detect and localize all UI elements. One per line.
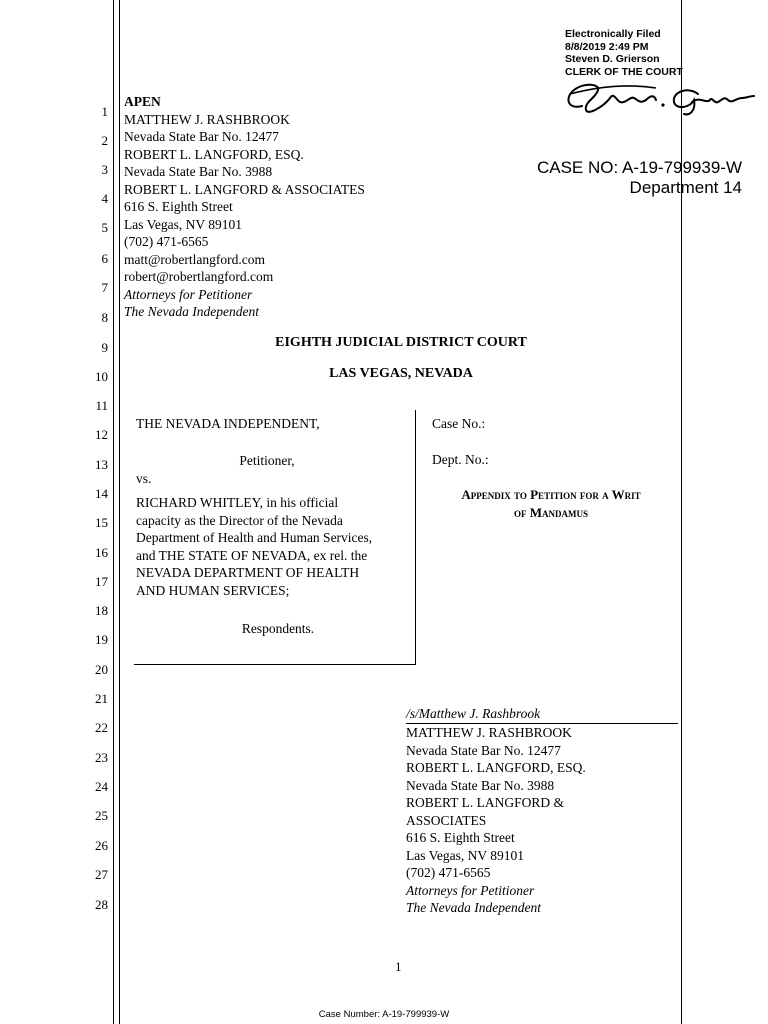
footer-case-number: Case Number: A-19-799939-W bbox=[318, 1009, 450, 1020]
department-number: Department 14 bbox=[629, 178, 742, 197]
line-number: 22 bbox=[95, 720, 108, 735]
line-number: 25 bbox=[95, 808, 108, 823]
signature-block-line: 616 S. Eighth Street bbox=[406, 830, 515, 845]
line-number: 10 bbox=[95, 369, 108, 384]
document-title-line: Appendix to Petition for a Writ bbox=[461, 487, 641, 502]
counsel-line: (702) 471-6565 bbox=[124, 234, 209, 249]
respondent-line: capacity as the Director of the Nevada bbox=[136, 512, 343, 528]
filing-stamp-clerk-name: Steven D. Grierson bbox=[565, 53, 660, 65]
line-number: 19 bbox=[95, 632, 108, 647]
line-number: 8 bbox=[101, 310, 108, 325]
signature-block-line: (702) 471-6565 bbox=[406, 865, 491, 880]
signature-block-line: MATTHEW J. RASHBROOK bbox=[406, 725, 572, 740]
line-number: 3 bbox=[101, 162, 108, 177]
line-number: 11 bbox=[95, 398, 108, 413]
case-number-header bbox=[537, 158, 742, 198]
counsel-line: 616 S. Eighth Street bbox=[124, 199, 233, 214]
respondent-description bbox=[136, 494, 372, 599]
counsel-line: MATTHEW J. RASHBROOK bbox=[124, 111, 290, 127]
respondent-line: Department of Health and Human Services, bbox=[136, 530, 373, 545]
signature-block bbox=[406, 724, 586, 917]
attorneys-for: Attorneys for Petitioner bbox=[124, 286, 253, 302]
case-no-label: Case No.: bbox=[432, 416, 486, 431]
counsel-line: Nevada State Bar No. 12477 bbox=[124, 129, 279, 144]
line-number: 6 bbox=[101, 251, 108, 266]
signature-block-line: Nevada State Bar No. 12477 bbox=[406, 742, 561, 758]
filing-stamp-line1: Electronically Filed bbox=[565, 28, 661, 40]
petitioner-label: Petitioner, bbox=[239, 453, 295, 468]
line-number: 28 bbox=[95, 897, 108, 912]
signature-block-line: ASSOCIATES bbox=[406, 812, 487, 828]
line-number: 27 bbox=[95, 867, 108, 882]
page-number: 1 bbox=[395, 959, 402, 974]
left-margin-rule-inner bbox=[119, 0, 120, 1024]
line-number: 16 bbox=[95, 545, 108, 560]
respondent-line: RICHARD WHITLEY, in his official bbox=[136, 495, 339, 510]
line-number: 20 bbox=[95, 662, 108, 677]
left-margin-rule-outer bbox=[113, 0, 114, 1024]
counsel-email: matt@robertlangford.com bbox=[124, 251, 266, 267]
client-name: The Nevada Independent bbox=[124, 304, 259, 319]
line-number: 23 bbox=[95, 750, 108, 765]
signature-attorneys-for: Attorneys for Petitioner bbox=[406, 882, 535, 898]
counsel-line: Las Vegas, NV 89101 bbox=[124, 216, 242, 232]
counsel-line: ROBERT L. LANGFORD & ASSOCIATES bbox=[124, 181, 365, 197]
counsel-block bbox=[124, 93, 365, 321]
court-location: LAS VEGAS, NEVADA bbox=[329, 366, 473, 381]
line-number: 18 bbox=[95, 603, 108, 618]
petitioner-name: THE NEVADA INDEPENDENT, bbox=[136, 416, 320, 431]
clerk-signature-image bbox=[560, 76, 755, 118]
line-number: 17 bbox=[95, 574, 108, 589]
document-code: APEN bbox=[124, 94, 161, 109]
signature-block-line: Nevada State Bar No. 3988 bbox=[406, 777, 555, 793]
caption-divider-horizontal bbox=[134, 664, 416, 665]
line-number: 5 bbox=[101, 220, 108, 235]
respondent-line: and THE STATE OF NEVADA, ex rel. the bbox=[136, 547, 368, 563]
filing-stamp bbox=[565, 28, 683, 78]
line-number: 14 bbox=[95, 486, 108, 501]
line-number: 26 bbox=[95, 838, 108, 853]
dept-no-label: Dept. No.: bbox=[432, 452, 489, 467]
respondent-line: AND HUMAN SERVICES; bbox=[136, 582, 290, 598]
respondents-label: Respondents. bbox=[241, 621, 315, 636]
line-number: 12 bbox=[95, 427, 108, 442]
signature-block-line: ROBERT L. LANGFORD, ESQ. bbox=[406, 760, 586, 775]
counsel-line: ROBERT L. LANGFORD, ESQ. bbox=[124, 146, 304, 162]
document-title-line: of Mandamus bbox=[513, 504, 588, 520]
line-number: 2 bbox=[101, 133, 108, 148]
respondent-line: NEVADA DEPARTMENT OF HEALTH bbox=[136, 565, 360, 580]
line-number: 9 bbox=[101, 340, 108, 355]
versus: vs. bbox=[136, 471, 152, 486]
filing-stamp-date: 8/8/2019 2:49 PM bbox=[565, 40, 649, 53]
case-number: CASE NO: A-19-799939-W bbox=[536, 158, 742, 177]
line-number: 1 bbox=[101, 104, 108, 119]
counsel-email: robert@robertlangford.com bbox=[124, 269, 274, 284]
signature-client-name: The Nevada Independent bbox=[406, 900, 541, 915]
line-number: 21 bbox=[95, 691, 108, 706]
counsel-line: Nevada State Bar No. 3988 bbox=[124, 164, 273, 179]
filing-stamp-clerk-title: CLERK OF THE COURT bbox=[565, 65, 683, 78]
line-number: 7 bbox=[101, 280, 108, 295]
document-title bbox=[432, 486, 670, 521]
court-name: EIGHTH JUDICIAL DISTRICT COURT bbox=[275, 335, 527, 350]
signature-block-line: ROBERT L. LANGFORD & bbox=[406, 795, 564, 810]
line-number: 13 bbox=[95, 457, 108, 472]
line-number: 15 bbox=[95, 515, 108, 530]
signature-line: /s/Matthew J. Rashbrook bbox=[406, 705, 678, 724]
line-number: 4 bbox=[101, 191, 108, 206]
signature-block-line: Las Vegas, NV 89101 bbox=[406, 847, 524, 863]
right-margin-rule bbox=[681, 0, 682, 1024]
line-number: 24 bbox=[95, 779, 108, 794]
